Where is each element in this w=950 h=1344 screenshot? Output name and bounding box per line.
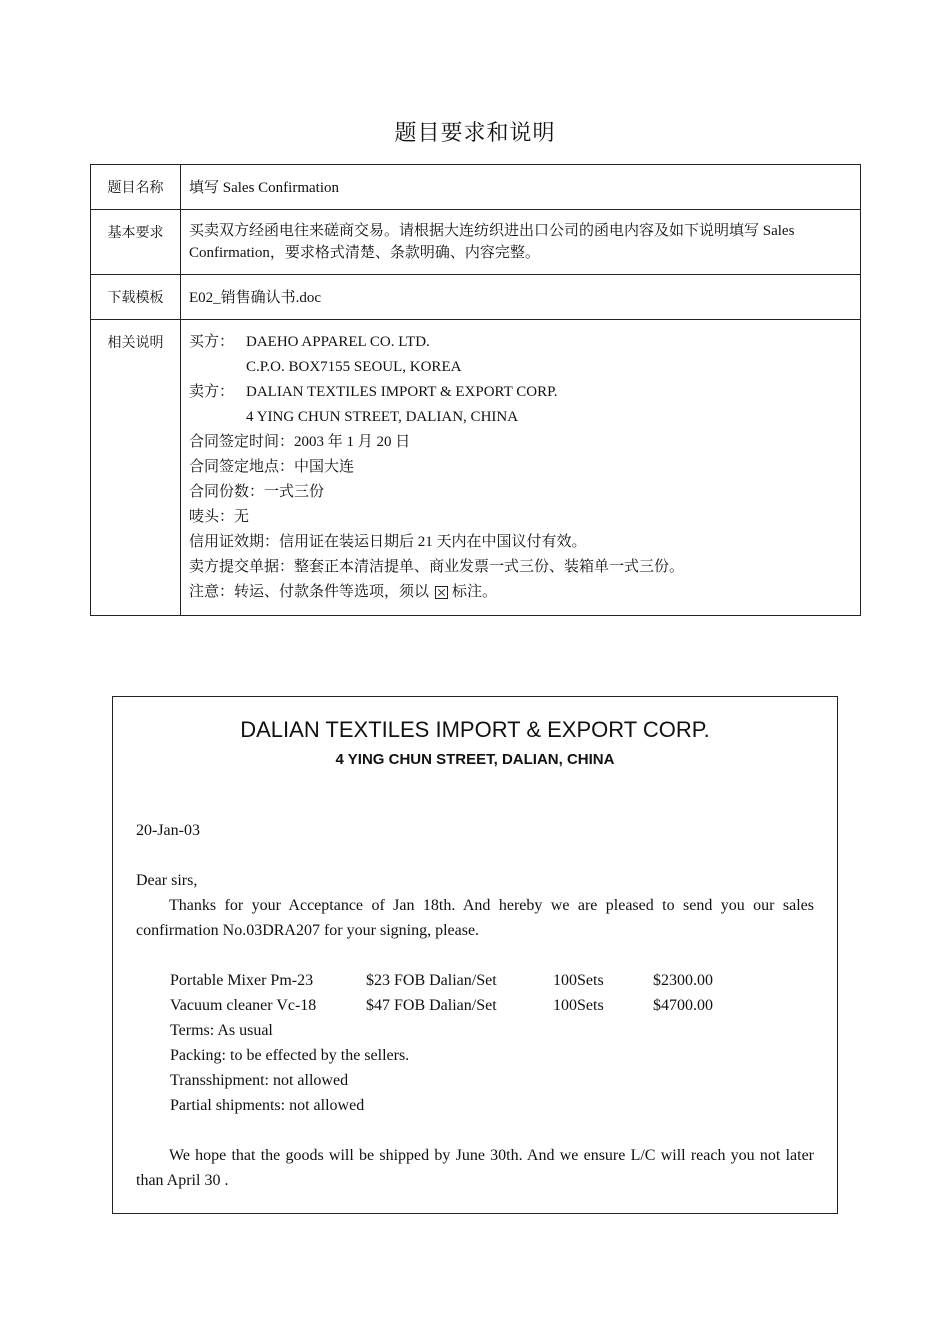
letter-body-1-text: Thanks for your Acceptance of Jan 18th. And hereby we are pleased to send you our sales confirmation No.03DRA207 for your signing, please.: [136, 897, 814, 939]
letter-body-2-text: We hope that the goods will be shipped by June 30th. And we ensure L/C will reach you not later than April 30 .: [136, 1147, 814, 1189]
lc-validity: 信用证效期：信用证在装运日期后 21 天内在中国议付有效。: [189, 534, 587, 550]
item-price: $23 FOB Dalian/Set: [366, 972, 497, 989]
row-value-basic-requirement: 买卖双方经函电往来磋商交易。请根据大连纺织进出口公司的函电内容及如下说明填写 Sales Confirmation，要求格式清楚、条款明确、内容完整。: [181, 210, 861, 275]
row-label-topic: 题目名称: [91, 165, 181, 210]
letter-date: 20-Jan-03: [136, 822, 200, 839]
notes-cell: [181, 320, 861, 616]
requirements-table: [90, 164, 861, 616]
letter-terms: Terms: As usual: [170, 1022, 273, 1039]
buyer-label: 买方：: [189, 334, 235, 350]
page-title: 题目要求和说明: [394, 121, 556, 146]
row-value-topic: 填写 Sales Confirmation: [181, 165, 861, 210]
table-row: [91, 320, 861, 616]
checked-box-icon: [435, 586, 448, 599]
item-qty: 100Sets: [553, 997, 604, 1014]
contract-copies: 合同份数：一式三份: [189, 484, 325, 500]
item-qty: 100Sets: [553, 972, 604, 989]
buyer-name: DAEHO APPAREL CO. LTD.: [246, 334, 430, 350]
seller-address: 4 YING CHUN STREET, DALIAN, CHINA: [246, 409, 519, 425]
letter-transshipment: Transshipment: not allowed: [170, 1072, 349, 1089]
template-link[interactable]: E02_销售确认书.doc: [181, 275, 861, 320]
letter-company-address: 4 YING CHUN STREET, DALIAN, CHINA: [335, 751, 615, 768]
contract-place: 合同签定地点：中国大连: [189, 459, 355, 475]
item-amount: $4700.00: [653, 997, 713, 1014]
item-name: Portable Mixer Pm-23: [170, 972, 314, 989]
table-row: [91, 275, 861, 320]
row-label-download-template: 下载模板: [91, 275, 181, 320]
letter-body-1: [136, 893, 814, 943]
letter-packing: Packing: to be effected by the sellers.: [170, 1047, 410, 1064]
seller-label: 卖方：: [189, 384, 235, 400]
note-line: [189, 580, 852, 605]
seller-line: [189, 380, 852, 405]
letter-box: [112, 696, 838, 1214]
table-row: [91, 210, 861, 275]
letter-partial-shipments: Partial shipments: not allowed: [170, 1097, 365, 1114]
contract-date: 合同签定时间：2003 年 1 月 20 日: [189, 434, 411, 450]
buyer-address: C.P.O. BOX7155 SEOUL, KOREA: [246, 359, 462, 375]
table-row: [91, 165, 861, 210]
seller-name: DALIAN TEXTILES IMPORT & EXPORT CORP.: [246, 384, 558, 400]
item-name: Vacuum cleaner Vc-18: [170, 997, 317, 1014]
item-price: $47 FOB Dalian/Set: [366, 997, 497, 1014]
shipping-marks: 唛头：无: [189, 509, 250, 525]
buyer-line: [189, 330, 852, 355]
item-amount: $2300.00: [653, 972, 713, 989]
letter-salutation: Dear sirs,: [136, 872, 198, 889]
seller-documents: 卖方提交单据：整套正本清洁提单、商业发票一式三份、装箱单一式三份。: [189, 559, 685, 575]
note-prefix: 注意：转运、付款条件等选项，须以: [189, 584, 430, 600]
row-label-notes: 相关说明: [91, 320, 181, 616]
letter-body-2: [136, 1143, 814, 1193]
row-label-basic-requirement: 基本要求: [91, 210, 181, 275]
letter-company-name: DALIAN TEXTILES IMPORT & EXPORT CORP.: [240, 717, 710, 742]
note-suffix: 标注。: [452, 584, 498, 600]
